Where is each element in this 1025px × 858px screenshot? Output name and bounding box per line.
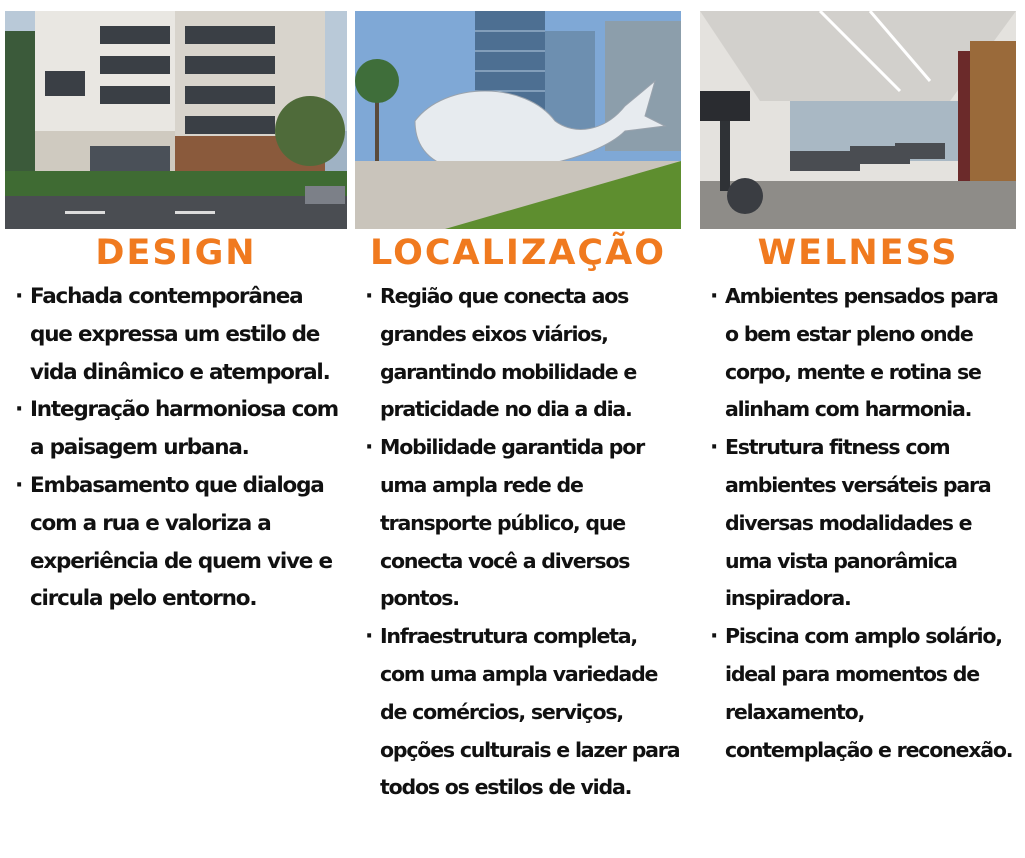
design-heading: DESIGN [95, 233, 257, 273]
list-item: · Embasamento que dialoga com a rua e valoriza a experiência de quem vive e circula pelo entorno. [15, 472, 332, 612]
building-facade-photo [5, 11, 347, 229]
gym-interior-photo [700, 11, 1016, 229]
welness-heading: WELNESS [757, 233, 959, 273]
localizacao-heading: LOCALIZAÇÃO [370, 233, 666, 273]
list-item: · Infraestrutura completa, com uma ampla variedade de comércios, serviços, opções culturais e lazer para todos os estilos de vida. [365, 624, 680, 800]
welness-bullet-list [700, 278, 1016, 769]
whale-sculpture-photo [355, 11, 681, 229]
list-item: · Ambientes pensados para o bem estar pleno onde corpo, mente e rotina se alinham com harmonia. [710, 284, 998, 422]
list-item: · Fachada contemporânea que expressa um estilo de vida dinâmico e atemporal. [15, 284, 330, 385]
design-bullet-list [5, 278, 347, 618]
localizacao-bullet-list [355, 278, 681, 807]
list-item: · Região que conecta aos grandes eixos viários, garantindo mobilidade e praticidade no dia a dia. [365, 284, 637, 422]
list-item: · Mobilidade garantida por uma ampla rede de transporte público, que conecta você a diversos pontos. [365, 435, 645, 611]
list-item: · Piscina com amplo solário, ideal para momentos de relaxamento, contemplação e reconexão. [710, 624, 1013, 762]
list-item: · Integração harmoniosa com a paisagem urbana. [15, 397, 338, 461]
list-item: · Estrutura fitness com ambientes versáteis para diversas modalidades e uma vista panorâmica inspiradora. [710, 435, 991, 611]
